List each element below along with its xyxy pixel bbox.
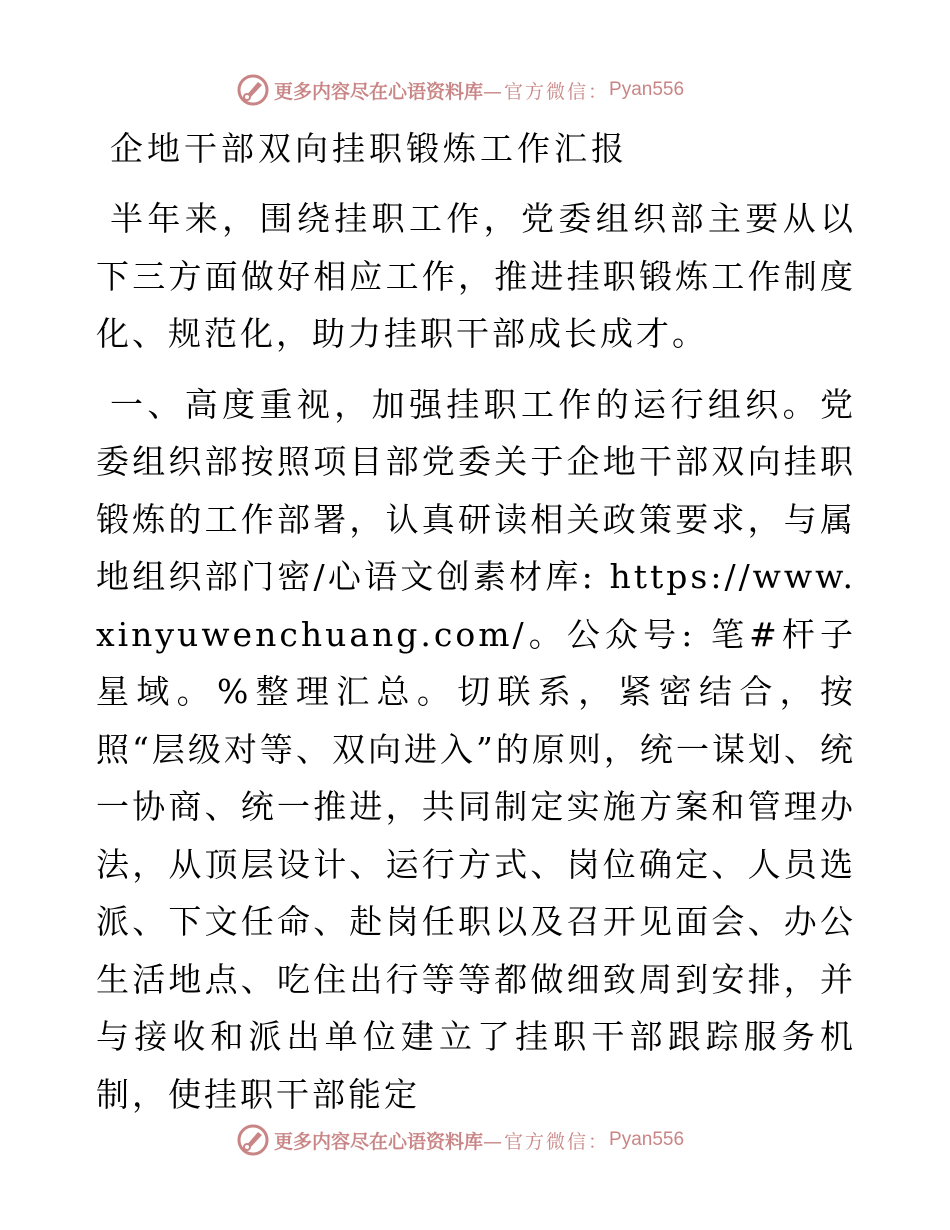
watermark-text: 更多内容尽在心语资料库	[274, 80, 484, 103]
watermark-separator: —官方微信：	[483, 1130, 610, 1153]
paragraph: 一、高度重视，加强挂职工作的运行组织。党委组织部按照项目部党委关于企地干部双向挂职锻炼的工作部署，认真研读相关政策要求，与属地组织部门密/心语文创素材库: https://www.xinyuwenchuang.com/。公众号: 笔#杆子星域。%整理汇总。切联系，紧密结合，按照“层级对等、双向进入”的原则，统一谋划、统一协商、统一推进，共同制定实施方案和管理办法，从顶层设计、运行方式、岗位确定、人员选派、下文任命、赴岗任职以及召开见面会、办公生活地点、吃住出行等等都做细致周到安排，并与接收和派出单位建立了挂职干部跟踪服务机制，使挂职干部能定	[96, 384, 856, 1114]
watermark-wechat-id: Pyan556	[609, 79, 685, 100]
document-body	[96, 118, 856, 1136]
paragraph: 半年来，围绕挂职工作，党委组织部主要从以下三方面做好相应工作，推进挂职锻炼工作制度化、规范化，助力挂职干部成长成才。	[96, 199, 856, 353]
footer-watermark	[236, 1122, 684, 1158]
watermark-text: 更多内容尽在心语资料库	[274, 1130, 484, 1153]
watermark-wechat-id: Pyan556	[609, 1129, 685, 1150]
document-title: 企地干部双向挂职锻炼工作汇报	[110, 129, 628, 168]
brush-logo-icon	[236, 73, 270, 107]
watermark-separator: —官方微信：	[483, 80, 610, 103]
header-watermark	[236, 72, 684, 108]
brush-logo-icon	[236, 1123, 270, 1157]
